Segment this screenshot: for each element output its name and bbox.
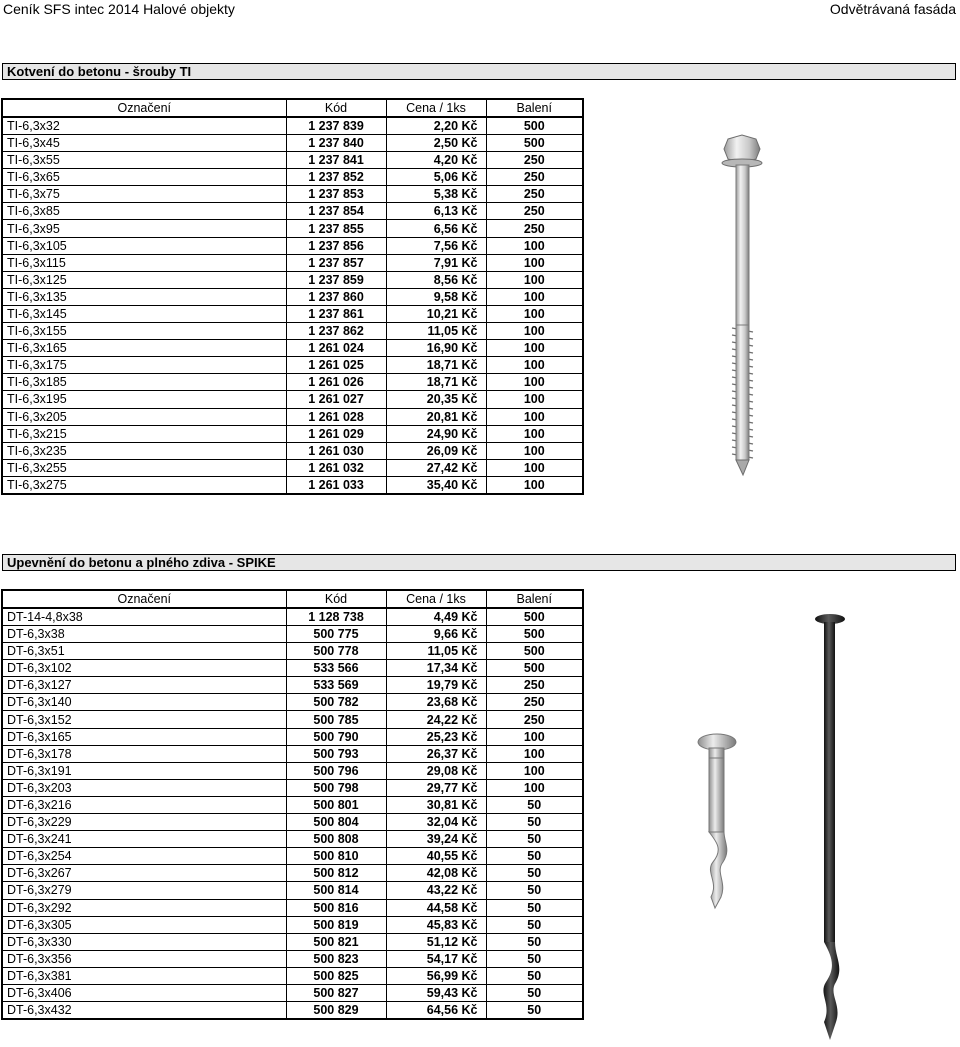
cell-cena: 44,58 Kč (386, 899, 486, 916)
cell-oznaceni: DT-6,3x51 (2, 643, 286, 660)
cell-oznaceni: DT-6,3x254 (2, 848, 286, 865)
cell-oznaceni: DT-6,3x102 (2, 660, 286, 677)
table-row (2, 220, 583, 237)
cell-cena: 26,09 Kč (386, 442, 486, 459)
cell-oznaceni: DT-6,3x305 (2, 916, 286, 933)
cell-kod: 1 237 854 (286, 203, 386, 220)
cell-oznaceni: TI-6,3x45 (2, 135, 286, 152)
cell-cena: 43,22 Kč (386, 882, 486, 899)
cell-kod: 500 808 (286, 831, 386, 848)
cell-kod: 500 819 (286, 916, 386, 933)
screw-illustration (712, 133, 782, 478)
table-row (2, 779, 583, 796)
cell-cena: 5,06 Kč (386, 169, 486, 186)
cell-baleni: 100 (486, 271, 583, 288)
cell-cena: 64,56 Kč (386, 1002, 486, 1020)
cell-baleni: 50 (486, 882, 583, 899)
cell-baleni: 100 (486, 391, 583, 408)
cell-oznaceni: TI-6,3x275 (2, 476, 286, 494)
column-header-oznaceni: Označení (2, 590, 286, 608)
cell-oznaceni: TI-6,3x85 (2, 203, 286, 220)
cell-kod: 500 798 (286, 779, 386, 796)
cell-oznaceni: TI-6,3x235 (2, 442, 286, 459)
cell-baleni: 500 (486, 135, 583, 152)
cell-kod: 1 261 029 (286, 425, 386, 442)
table-body (2, 608, 583, 1019)
cell-oznaceni: DT-6,3x432 (2, 1002, 286, 1020)
table-row (2, 728, 583, 745)
cell-baleni: 250 (486, 186, 583, 203)
table-row (2, 152, 583, 169)
cell-kod: 1 237 856 (286, 237, 386, 254)
cell-cena: 27,42 Kč (386, 459, 486, 476)
cell-oznaceni: TI-6,3x175 (2, 357, 286, 374)
table-row (2, 933, 583, 950)
table-row (2, 135, 583, 152)
cell-cena: 23,68 Kč (386, 694, 486, 711)
table-row (2, 762, 583, 779)
table-row (2, 186, 583, 203)
table-row (2, 425, 583, 442)
table-row (2, 899, 583, 916)
spike-anchor-long-illustration (806, 612, 856, 1047)
cell-oznaceni: TI-6,3x75 (2, 186, 286, 203)
cell-cena: 9,66 Kč (386, 626, 486, 643)
cell-kod: 1 128 738 (286, 608, 386, 626)
cell-kod: 1 261 032 (286, 459, 386, 476)
table-row (2, 950, 583, 967)
cell-baleni: 100 (486, 305, 583, 322)
column-header-kod: Kód (286, 590, 386, 608)
cell-oznaceni: DT-6,3x203 (2, 779, 286, 796)
cell-cena: 20,35 Kč (386, 391, 486, 408)
table-row (2, 323, 583, 340)
column-header-baleni: Balení (486, 99, 583, 117)
cell-kod: 1 237 855 (286, 220, 386, 237)
table-row (2, 626, 583, 643)
cell-kod: 500 790 (286, 728, 386, 745)
cell-kod: 1 237 852 (286, 169, 386, 186)
cell-cena: 20,81 Kč (386, 408, 486, 425)
cell-oznaceni: TI-6,3x185 (2, 374, 286, 391)
cell-kod: 500 823 (286, 950, 386, 967)
cell-baleni: 50 (486, 933, 583, 950)
table-row (2, 643, 583, 660)
cell-kod: 1 237 840 (286, 135, 386, 152)
table-row (2, 374, 583, 391)
table-row (2, 305, 583, 322)
cell-oznaceni: TI-6,3x115 (2, 254, 286, 271)
cell-oznaceni: DT-6,3x406 (2, 984, 286, 1001)
table-row (2, 660, 583, 677)
cell-baleni: 250 (486, 711, 583, 728)
cell-cena: 30,81 Kč (386, 796, 486, 813)
cell-oznaceni: DT-6,3x140 (2, 694, 286, 711)
cell-oznaceni: DT-6,3x241 (2, 831, 286, 848)
cell-kod: 1 261 033 (286, 476, 386, 494)
cell-oznaceni: DT-6,3x356 (2, 950, 286, 967)
cell-baleni: 50 (486, 831, 583, 848)
cell-baleni: 500 (486, 626, 583, 643)
cell-cena: 54,17 Kč (386, 950, 486, 967)
table-row (2, 459, 583, 476)
cell-cena: 18,71 Kč (386, 357, 486, 374)
cell-oznaceni: DT-6,3x229 (2, 814, 286, 831)
cell-oznaceni: TI-6,3x32 (2, 117, 286, 135)
cell-oznaceni: TI-6,3x155 (2, 323, 286, 340)
column-header-oznaceni: Označení (2, 99, 286, 117)
cell-cena: 10,21 Kč (386, 305, 486, 322)
cell-baleni: 100 (486, 425, 583, 442)
cell-kod: 500 796 (286, 762, 386, 779)
table-row (2, 831, 583, 848)
spike-anchor-short-illustration (693, 732, 743, 912)
cell-baleni: 50 (486, 950, 583, 967)
cell-baleni: 100 (486, 237, 583, 254)
table-row (2, 608, 583, 626)
cell-cena: 18,71 Kč (386, 374, 486, 391)
cell-oznaceni: DT-6,3x152 (2, 711, 286, 728)
cell-oznaceni: TI-6,3x65 (2, 169, 286, 186)
cell-oznaceni: TI-6,3x95 (2, 220, 286, 237)
column-header-kod: Kód (286, 99, 386, 117)
cell-oznaceni: TI-6,3x165 (2, 340, 286, 357)
cell-oznaceni: TI-6,3x255 (2, 459, 286, 476)
cell-kod: 1 237 853 (286, 186, 386, 203)
cell-kod: 1 261 025 (286, 357, 386, 374)
cell-cena: 19,79 Kč (386, 677, 486, 694)
cell-baleni: 50 (486, 865, 583, 882)
table-row (2, 711, 583, 728)
cell-cena: 56,99 Kč (386, 967, 486, 984)
column-header-cena: Cena / 1ks (386, 590, 486, 608)
cell-baleni: 100 (486, 323, 583, 340)
cell-cena: 6,13 Kč (386, 203, 486, 220)
cell-cena: 9,58 Kč (386, 288, 486, 305)
cell-baleni: 250 (486, 203, 583, 220)
cell-cena: 7,91 Kč (386, 254, 486, 271)
cell-kod: 500 804 (286, 814, 386, 831)
table-row (2, 745, 583, 762)
table-row (2, 169, 583, 186)
cell-oznaceni: TI-6,3x105 (2, 237, 286, 254)
cell-kod: 1 261 024 (286, 340, 386, 357)
cell-baleni: 50 (486, 967, 583, 984)
table-body (2, 117, 583, 494)
cell-oznaceni: TI-6,3x195 (2, 391, 286, 408)
table-row (2, 865, 583, 882)
cell-cena: 2,20 Kč (386, 117, 486, 135)
table-header-row (2, 590, 583, 608)
cell-baleni: 500 (486, 117, 583, 135)
cell-kod: 1 237 860 (286, 288, 386, 305)
section-title-bar-spike (2, 554, 956, 571)
cell-kod: 1 237 839 (286, 117, 386, 135)
cell-oznaceni: DT-6,3x38 (2, 626, 286, 643)
cell-baleni: 250 (486, 169, 583, 186)
price-table-spike (1, 589, 584, 1020)
column-header-baleni: Balení (486, 590, 583, 608)
cell-oznaceni: TI-6,3x125 (2, 271, 286, 288)
cell-baleni: 50 (486, 814, 583, 831)
cell-cena: 24,22 Kč (386, 711, 486, 728)
cell-baleni: 100 (486, 288, 583, 305)
table-row (2, 391, 583, 408)
cell-kod: 1 261 026 (286, 374, 386, 391)
price-table-ti (1, 98, 584, 495)
cell-kod: 500 775 (286, 626, 386, 643)
cell-kod: 1 261 030 (286, 442, 386, 459)
cell-cena: 16,90 Kč (386, 340, 486, 357)
cell-baleni: 100 (486, 254, 583, 271)
table-row (2, 984, 583, 1001)
cell-baleni: 250 (486, 220, 583, 237)
cell-cena: 5,38 Kč (386, 186, 486, 203)
cell-cena: 11,05 Kč (386, 643, 486, 660)
cell-kod: 500 801 (286, 796, 386, 813)
cell-oznaceni: TI-6,3x145 (2, 305, 286, 322)
cell-cena: 35,40 Kč (386, 476, 486, 494)
cell-cena: 45,83 Kč (386, 916, 486, 933)
table-row (2, 237, 583, 254)
cell-kod: 500 829 (286, 1002, 386, 1020)
cell-oznaceni: TI-6,3x55 (2, 152, 286, 169)
header-section: Odvětrávaná fasáda (829, 1, 956, 17)
table-row (2, 1002, 583, 1020)
section-title: Upevnění do betonu a plného zdiva - SPIKE (7, 555, 276, 570)
cell-baleni: 500 (486, 660, 583, 677)
table-row (2, 694, 583, 711)
cell-oznaceni: TI-6,3x205 (2, 408, 286, 425)
cell-baleni: 100 (486, 476, 583, 494)
cell-cena: 17,34 Kč (386, 660, 486, 677)
header-title: Ceník SFS intec 2014 Halové objekty (3, 1, 235, 17)
cell-cena: 7,56 Kč (386, 237, 486, 254)
cell-baleni: 100 (486, 762, 583, 779)
table-row (2, 476, 583, 494)
table-row (2, 254, 583, 271)
table-row (2, 288, 583, 305)
cell-oznaceni: DT-6,3x216 (2, 796, 286, 813)
cell-baleni: 50 (486, 796, 583, 813)
cell-kod: 1 237 862 (286, 323, 386, 340)
section-title-bar-ti (2, 63, 956, 80)
table-row (2, 796, 583, 813)
table-row (2, 677, 583, 694)
cell-baleni: 250 (486, 152, 583, 169)
cell-kod: 500 821 (286, 933, 386, 950)
cell-baleni: 50 (486, 984, 583, 1001)
cell-kod: 500 778 (286, 643, 386, 660)
cell-baleni: 100 (486, 442, 583, 459)
cell-kod: 500 827 (286, 984, 386, 1001)
cell-kod: 500 816 (286, 899, 386, 916)
cell-cena: 4,49 Kč (386, 608, 486, 626)
cell-oznaceni: DT-6,3x178 (2, 745, 286, 762)
cell-kod: 500 814 (286, 882, 386, 899)
cell-cena: 6,56 Kč (386, 220, 486, 237)
cell-oznaceni: DT-6,3x279 (2, 882, 286, 899)
cell-cena: 59,43 Kč (386, 984, 486, 1001)
cell-cena: 26,37 Kč (386, 745, 486, 762)
cell-baleni: 250 (486, 694, 583, 711)
cell-cena: 8,56 Kč (386, 271, 486, 288)
cell-baleni: 50 (486, 1002, 583, 1020)
table-row (2, 203, 583, 220)
cell-baleni: 100 (486, 459, 583, 476)
cell-kod: 500 782 (286, 694, 386, 711)
cell-baleni: 50 (486, 916, 583, 933)
cell-oznaceni: TI-6,3x135 (2, 288, 286, 305)
cell-baleni: 50 (486, 899, 583, 916)
cell-baleni: 50 (486, 848, 583, 865)
cell-oznaceni: DT-6,3x127 (2, 677, 286, 694)
cell-kod: 533 566 (286, 660, 386, 677)
table-header-row (2, 99, 583, 117)
cell-kod: 1 261 028 (286, 408, 386, 425)
cell-oznaceni: DT-6,3x381 (2, 967, 286, 984)
cell-baleni: 100 (486, 408, 583, 425)
cell-kod: 500 785 (286, 711, 386, 728)
cell-baleni: 100 (486, 357, 583, 374)
table-row (2, 408, 583, 425)
cell-cena: 2,50 Kč (386, 135, 486, 152)
cell-kod: 500 810 (286, 848, 386, 865)
table-row (2, 340, 583, 357)
cell-baleni: 100 (486, 374, 583, 391)
cell-baleni: 500 (486, 608, 583, 626)
cell-baleni: 100 (486, 779, 583, 796)
cell-cena: 32,04 Kč (386, 814, 486, 831)
cell-kod: 500 825 (286, 967, 386, 984)
cell-cena: 24,90 Kč (386, 425, 486, 442)
table-row (2, 916, 583, 933)
cell-cena: 42,08 Kč (386, 865, 486, 882)
cell-oznaceni: DT-6,3x330 (2, 933, 286, 950)
table-row (2, 117, 583, 135)
table-row (2, 967, 583, 984)
cell-kod: 533 569 (286, 677, 386, 694)
section-title: Kotvení do betonu - šrouby TI (7, 64, 192, 79)
cell-cena: 29,77 Kč (386, 779, 486, 796)
cell-baleni: 100 (486, 745, 583, 762)
cell-baleni: 500 (486, 643, 583, 660)
table-row (2, 357, 583, 374)
cell-kod: 500 793 (286, 745, 386, 762)
cell-kod: 500 812 (286, 865, 386, 882)
cell-baleni: 100 (486, 728, 583, 745)
cell-oznaceni: DT-6,3x292 (2, 899, 286, 916)
cell-oznaceni: TI-6,3x215 (2, 425, 286, 442)
page-header (0, 0, 960, 20)
cell-kod: 1 237 861 (286, 305, 386, 322)
column-header-cena: Cena / 1ks (386, 99, 486, 117)
cell-cena: 11,05 Kč (386, 323, 486, 340)
cell-cena: 4,20 Kč (386, 152, 486, 169)
cell-oznaceni: DT-6,3x165 (2, 728, 286, 745)
table-row (2, 271, 583, 288)
cell-baleni: 100 (486, 340, 583, 357)
cell-oznaceni: DT-6,3x267 (2, 865, 286, 882)
cell-cena: 40,55 Kč (386, 848, 486, 865)
cell-oznaceni: DT-14-4,8x38 (2, 608, 286, 626)
cell-kod: 1 237 859 (286, 271, 386, 288)
cell-cena: 25,23 Kč (386, 728, 486, 745)
cell-baleni: 250 (486, 677, 583, 694)
cell-kod: 1 237 841 (286, 152, 386, 169)
cell-cena: 29,08 Kč (386, 762, 486, 779)
table-row (2, 442, 583, 459)
cell-oznaceni: DT-6,3x191 (2, 762, 286, 779)
cell-kod: 1 261 027 (286, 391, 386, 408)
cell-cena: 39,24 Kč (386, 831, 486, 848)
table-row (2, 814, 583, 831)
table-row (2, 882, 583, 899)
cell-cena: 51,12 Kč (386, 933, 486, 950)
table-row (2, 848, 583, 865)
cell-kod: 1 237 857 (286, 254, 386, 271)
